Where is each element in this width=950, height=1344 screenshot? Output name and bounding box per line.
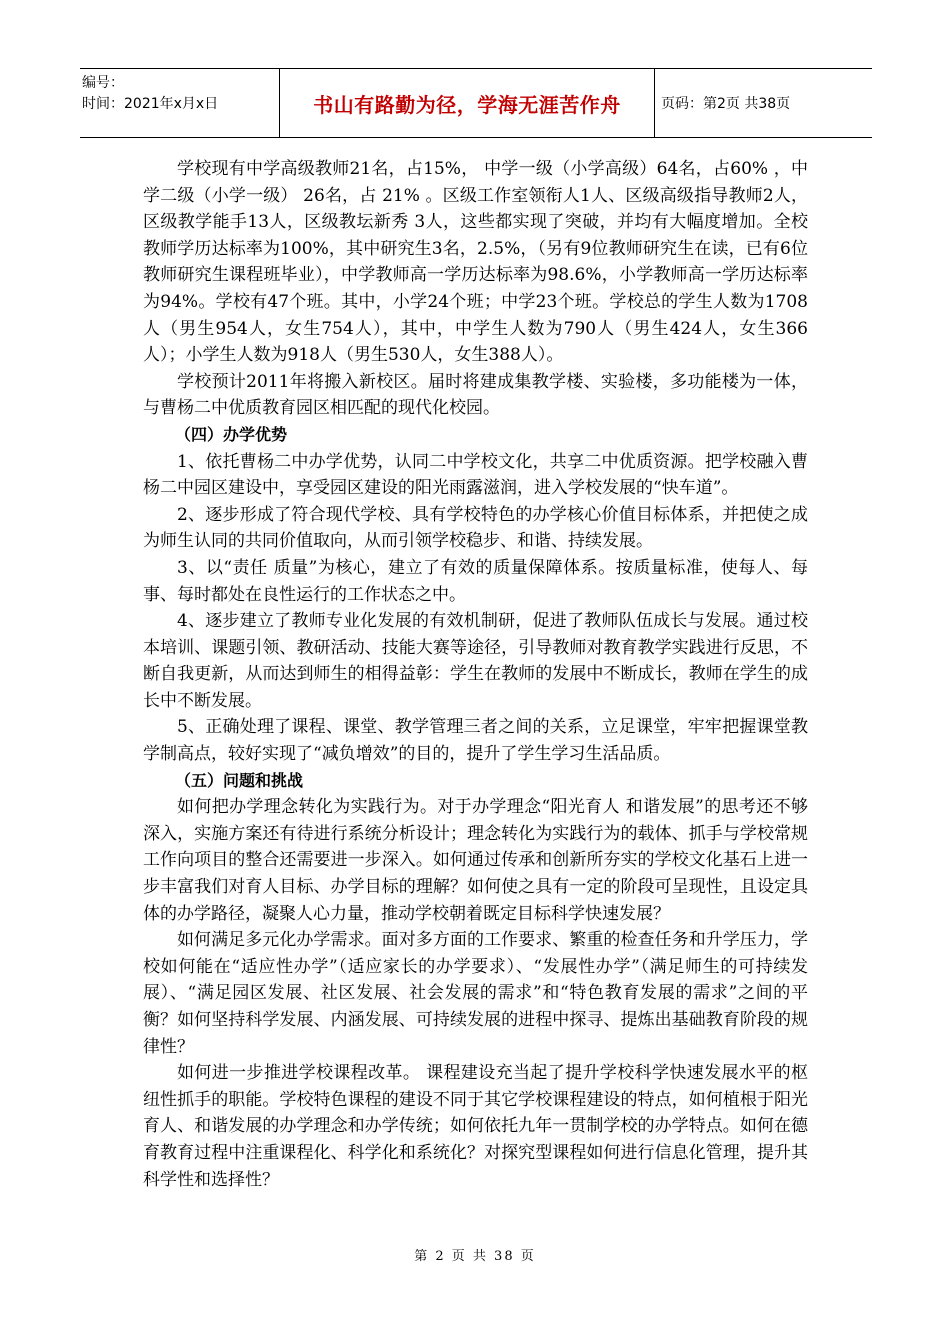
paragraph-advantage-2: 2、逐步形成了符合现代学校、具有学校特色的办学核心价值目标体系，并把使之成为师生认同的共同价值取向，从而引领学校稳步、和谐、持续发展。 xyxy=(143,504,808,552)
paragraph-challenge-1: 如何把办学理念转化为实践行为。对于办学理念“阳光育人 和谐发展”的思考还不够深入，实施方案还有待进行系统分析设计；理念转化为实践行为的载体、抓手与学校常规工作向项目的整合还需要进一步深入。如何通过传承和创新所夯实的学校文化基石上进一步丰富我们对育人目标、办学目标的理解？如何使之具有一定的阶段可呈现性，且设定具体的办学路径，凝聚人心力量，推动学校朝着既定目标科学快速发展？ xyxy=(143,797,808,924)
paragraph-new-campus: 学校预计2011年将搬入新校区。届时将建成集教学楼、实验楼，多功能楼为一体，与曹杨二中优质教育园区相匹配的现代化校园。 xyxy=(143,371,808,419)
paragraph-challenge-3: 如何进一步推进学校课程改革。 课程建设充当起了提升学校科学快速发展水平的枢纽性抓手的职能。学校特色课程的建设不同于其它学校课程建设的特点，如何植根于阳光育人、和谐发展的办学理念和办学传统；如何依托九年一贯制学校的办学特点。如何在德育教育过程中注重课程化、科学化和系统化？对探究型课程如何进行信息化管理，提升其科学性和选择性？ xyxy=(143,1063,808,1190)
page-header xyxy=(80,68,872,138)
paragraph-advantage-1: 1、依托曹杨二中办学优势，认同二中学校文化，共享二中优质资源。把学校融入曹杨二中园区建设中，享受园区建设的阳光雨露滋润，进入学校发展的“快车道”。 xyxy=(143,451,808,499)
paragraph-advantage-3: 3、以“责任 质量”为核心，建立了有效的质量保障体系。按质量标准，使每人、每事、每时都处在良性运行的工作状态之中。 xyxy=(143,557,808,605)
document-body xyxy=(143,156,808,1193)
section-heading-advantages: （四）办学优势 xyxy=(175,424,288,444)
header-motto: 书山有路勤为径，学海无涯苦作舟 xyxy=(280,69,655,137)
header-page-label: 页码：第2页 共38页 xyxy=(661,96,791,112)
section-heading-challenges: （五）问题和挑战 xyxy=(175,770,304,790)
paragraph-challenge-2: 如何满足多元化办学需求。面对多方面的工作要求、繁重的检查任务和升学压力，学校如何能在“适应性办学”（适应家长的办学要求）、“发展性办学”（满足师生的可持续发展）、“满足园区发展、社区发展、社会发展的需求”和“特色教育发展的需求”之间的平衡？如何坚持科学发展、内涵发展、可持续发展的进程中探寻、提炼出基础教育阶段的规律性？ xyxy=(143,930,808,1057)
header-meta xyxy=(80,69,280,137)
page-footer: 第 2 页 共 38 页 xyxy=(414,1249,536,1264)
document-number-label: 编号： xyxy=(82,75,124,91)
paragraph-advantage-4: 4、逐步建立了教师专业化发展的有效机制研，促进了教师队伍成长与发展。通过校本培训、课题引领、教研活动、技能大赛等途径，引导教师对教育教学实践进行反思，不断自我更新，从而达到师生的相得益彰：学生在教师的发展中不断成长，教师在学生的成长中不断发展。 xyxy=(143,611,808,711)
paragraph-advantage-5: 5、正确处理了课程、课堂、教学管理三者之间的关系，立足课堂，牢牢把握课堂教学制高点，较好实现了“减负增效”的目的，提升了学生学习生活品质。 xyxy=(143,717,808,765)
paragraph-staff-stats: 学校现有中学高级教师21名，占15%， 中学一级（小学高级）64名，占60% ，中学二级（小学一级） 26名，占 21% 。区级工作室领衔人1人、区级高级指导教师2人，区级教学能手13人，区级教坛新秀 3人，这些都实现了突破，并均有大幅度增加。全校教师学历达标率为100%，其中研究生3名，2.5%，（另有9位教师研究生在读，已有6位教师研究生课程班毕业），中学教师高一学历达标率为98.6%，小学教师高一学历达标率为94%。学校有47个班。其中，小学24个班；中学23个班。学校总的学生人数为1708人（男生954人，女生754人），其中，中学生人数为790人（男生424人，女生366人）；小学生人数为918人（男生530人，女生388人）。 xyxy=(143,159,808,366)
document-time-label: 时间：2021年x月x日 xyxy=(82,96,219,112)
